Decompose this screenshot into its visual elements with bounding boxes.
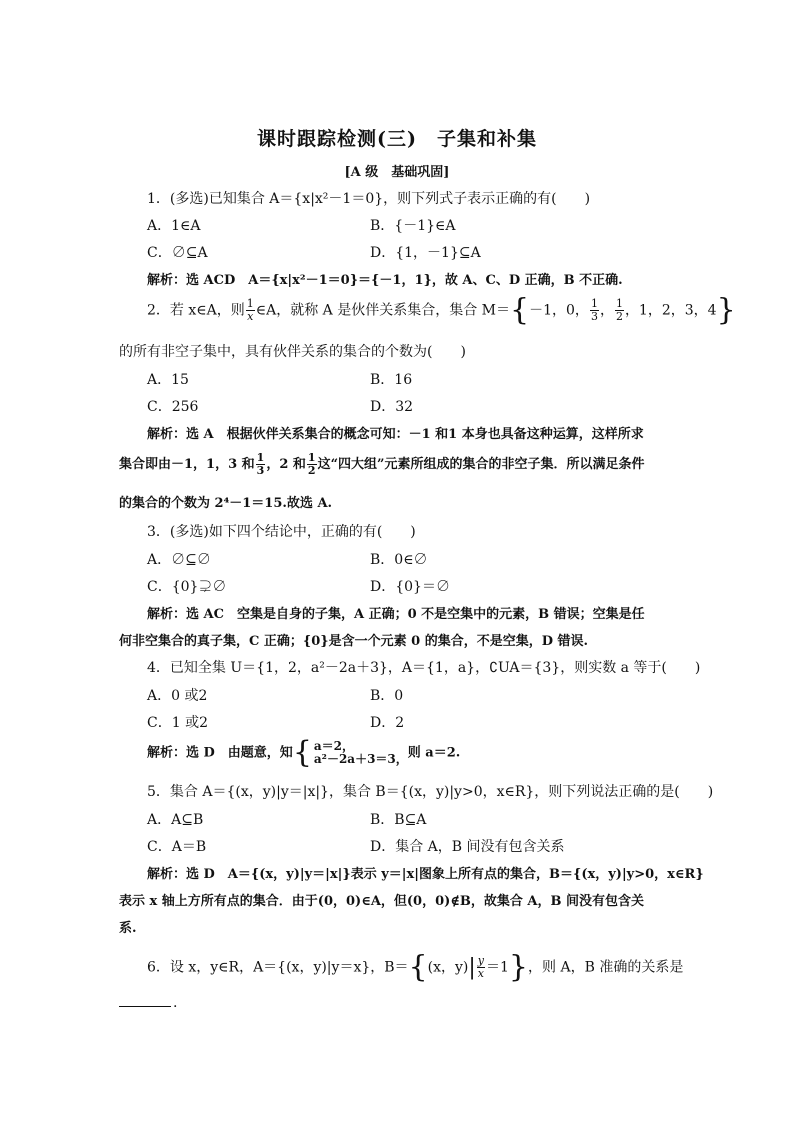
q4-option-a: A．0 或2 <box>147 688 208 704</box>
q6-fraction <box>477 955 485 980</box>
q2-stem-part-a: 2．若 x∈A，则 <box>147 302 245 319</box>
q4-equation-2: a²－2a＋3＝3， <box>313 752 408 766</box>
q2-analysis-part-b: ，2 和 <box>266 457 306 472</box>
q6-fraction-den: x <box>477 967 484 980</box>
q5-option-a: A．A⊆B <box>147 812 204 828</box>
q4-equation-system <box>314 740 408 766</box>
q4-analysis-part-b: 则 a＝2. <box>407 745 461 761</box>
q6-set-part-a: (x，y) <box>427 959 469 976</box>
q4-option-b: B．0 <box>370 688 404 704</box>
section-level: [A 级 基础巩固] <box>344 165 450 180</box>
q2-analysis-line1: 解析：选 A 根据伙伴关系集合的概念可知：－1 和1 本身也具备这种运算，这样所求 <box>147 427 644 442</box>
q5-option-b: B．B⊆A <box>370 812 427 828</box>
q3-option-b: B．0∈∅ <box>370 552 428 568</box>
q5-analysis-line2: 表示 x 轴上方所有点的集合．由于(0，0)∈A，但(0，0)∉B，故集合 A，B 间没有包含关 <box>119 894 645 909</box>
q2-set-part-b: ，1，2，3，4 <box>624 302 717 319</box>
q2-set-fraction-1 <box>590 298 599 323</box>
q1-option-a: A．1∈A <box>147 218 201 234</box>
q2-analysis-part-a: 集合即由－1，1，3 和 <box>119 457 255 472</box>
q4-option-c: C．1 或2 <box>147 715 208 731</box>
q2-stem-part-b: ∈A，就称 A 是伙伴关系集合，集合 M＝ <box>255 302 511 319</box>
answer-blank[interactable] <box>119 1006 171 1007</box>
q3-analysis-line2: 何非空集合的真子集，C 正确；{0}是含一个元素 0 的集合，不是空集，D 错误. <box>119 634 589 649</box>
q2-fraction <box>246 298 255 323</box>
q2-set-fraction-2-den: 2 <box>615 310 623 323</box>
q3-analysis-line1: 解析：选 AC 空集是自身的子集，A 正确；0 不是空集中的元素，B 错误；空集是任 <box>147 607 645 622</box>
q3-option-d: D．{0}＝∅ <box>370 579 450 595</box>
right-brace-icon: } <box>716 292 736 328</box>
q5-analysis-line3: 系. <box>119 921 137 936</box>
q1-option-c: C．∅⊆A <box>147 245 208 261</box>
q4-stem: 4．已知全集 U＝{1，2，a²－2a＋3}，A＝{1，a}，∁UA＝{3}，则实数 a 等于( ) <box>147 660 701 676</box>
q6-stem <box>147 949 684 985</box>
q2-option-b: B．16 <box>370 372 413 388</box>
q2-set-fraction-2-num: 1 <box>615 297 623 310</box>
system-brace-icon: { <box>292 735 312 770</box>
q4-analysis-part-a: 解析：选 D 由题意，知 <box>147 745 293 761</box>
q1-stem: 1．(多选)已知集合 A＝{x|x²－1＝0}，则下列式子表示正确的有( ) <box>147 191 591 207</box>
q6-tail: . <box>173 995 178 1011</box>
q2-analysis-fraction-1-num: 1 <box>256 451 265 464</box>
q2-fraction-den: x <box>247 310 254 323</box>
q1-analysis: 解析：选 ACD A＝{x|x²－1＝0}＝{－1，1}，故 A、C、D 正确，B 不正确. <box>147 273 623 288</box>
q4-equation-1: a＝2， <box>313 739 355 753</box>
q5-option-d: D．集合 A，B 间没有包含关系 <box>370 839 565 855</box>
q2-set-fraction-2 <box>615 298 624 323</box>
q5-option-c: C．A＝B <box>147 839 207 855</box>
left-brace-icon: { <box>510 292 530 328</box>
q2-set-fraction-1-num: 1 <box>590 297 598 310</box>
q6-stem-part-a: 6．设 x，y∈R，A＝{(x，y)|y＝x}，B＝ <box>147 959 409 976</box>
q4-option-d: D．2 <box>370 715 405 731</box>
q2-analysis-line2 <box>119 452 645 477</box>
q5-analysis-line1: 解析：选 D A＝{(x，y)|y＝|x|}表示 y＝|x|图象上所有点的集合，B＝{(x，y)|y>0，x∈R} <box>147 867 704 882</box>
page-title: 课时跟踪检测(三) 子集和补集 <box>257 128 537 150</box>
q6-stem-part-b: ，则 A，B 准确的关系是 <box>528 959 684 976</box>
q5-stem: 5．集合 A＝{(x，y)|y＝|x|}，集合 B＝{(x，y)|y>0，x∈R}，则下列说法正确的是( ) <box>147 784 714 800</box>
q3-option-c: C．{0}⊋∅ <box>147 579 227 595</box>
q2-fraction-num: 1 <box>246 297 254 310</box>
q6-set-part-b: ＝1 <box>486 959 509 976</box>
q2-analysis-fraction-2 <box>307 452 317 477</box>
q2-option-d: D．32 <box>370 399 414 415</box>
q3-option-a: A．∅⊆∅ <box>147 552 211 568</box>
vertical-bar-icon: | <box>468 955 476 980</box>
q1-option-d: D．{1，－1}⊆A <box>370 245 481 261</box>
q2-analysis-fraction-2-den: 2 <box>307 464 316 477</box>
q2-option-c: C．256 <box>147 399 199 415</box>
q6-answer-line <box>119 995 177 1011</box>
q2-set-part-a: －1，0， <box>529 302 589 319</box>
q2-analysis-fraction-2-num: 1 <box>307 451 316 464</box>
q2-stem-line2: 的所有非空子集中，具有伙伴关系的集合的个数为( ) <box>119 344 466 360</box>
q2-option-a: A．15 <box>147 372 189 388</box>
q4-analysis <box>147 735 461 770</box>
q2-stem-line1 <box>147 292 736 328</box>
left-brace-icon: { <box>408 949 428 985</box>
q2-set-fraction-1-den: 3 <box>590 310 598 323</box>
q2-analysis-fraction-1-den: 3 <box>256 464 265 477</box>
q2-set-separator: ， <box>599 302 614 319</box>
q6-fraction-num: y <box>477 954 484 967</box>
q2-analysis-fraction-1 <box>256 452 266 477</box>
q1-option-b: B．{－1}∈A <box>370 218 456 234</box>
q2-analysis-part-c: 这“四大组”元素所组成的集合的非空子集．所以满足条件 <box>317 457 645 472</box>
q3-stem: 3．(多选)如下四个结论中，正确的有( ) <box>147 524 416 540</box>
q2-analysis-line3: 的集合的个数为 2⁴－1＝15.故选 A. <box>119 496 333 511</box>
right-brace-icon: } <box>508 949 529 985</box>
